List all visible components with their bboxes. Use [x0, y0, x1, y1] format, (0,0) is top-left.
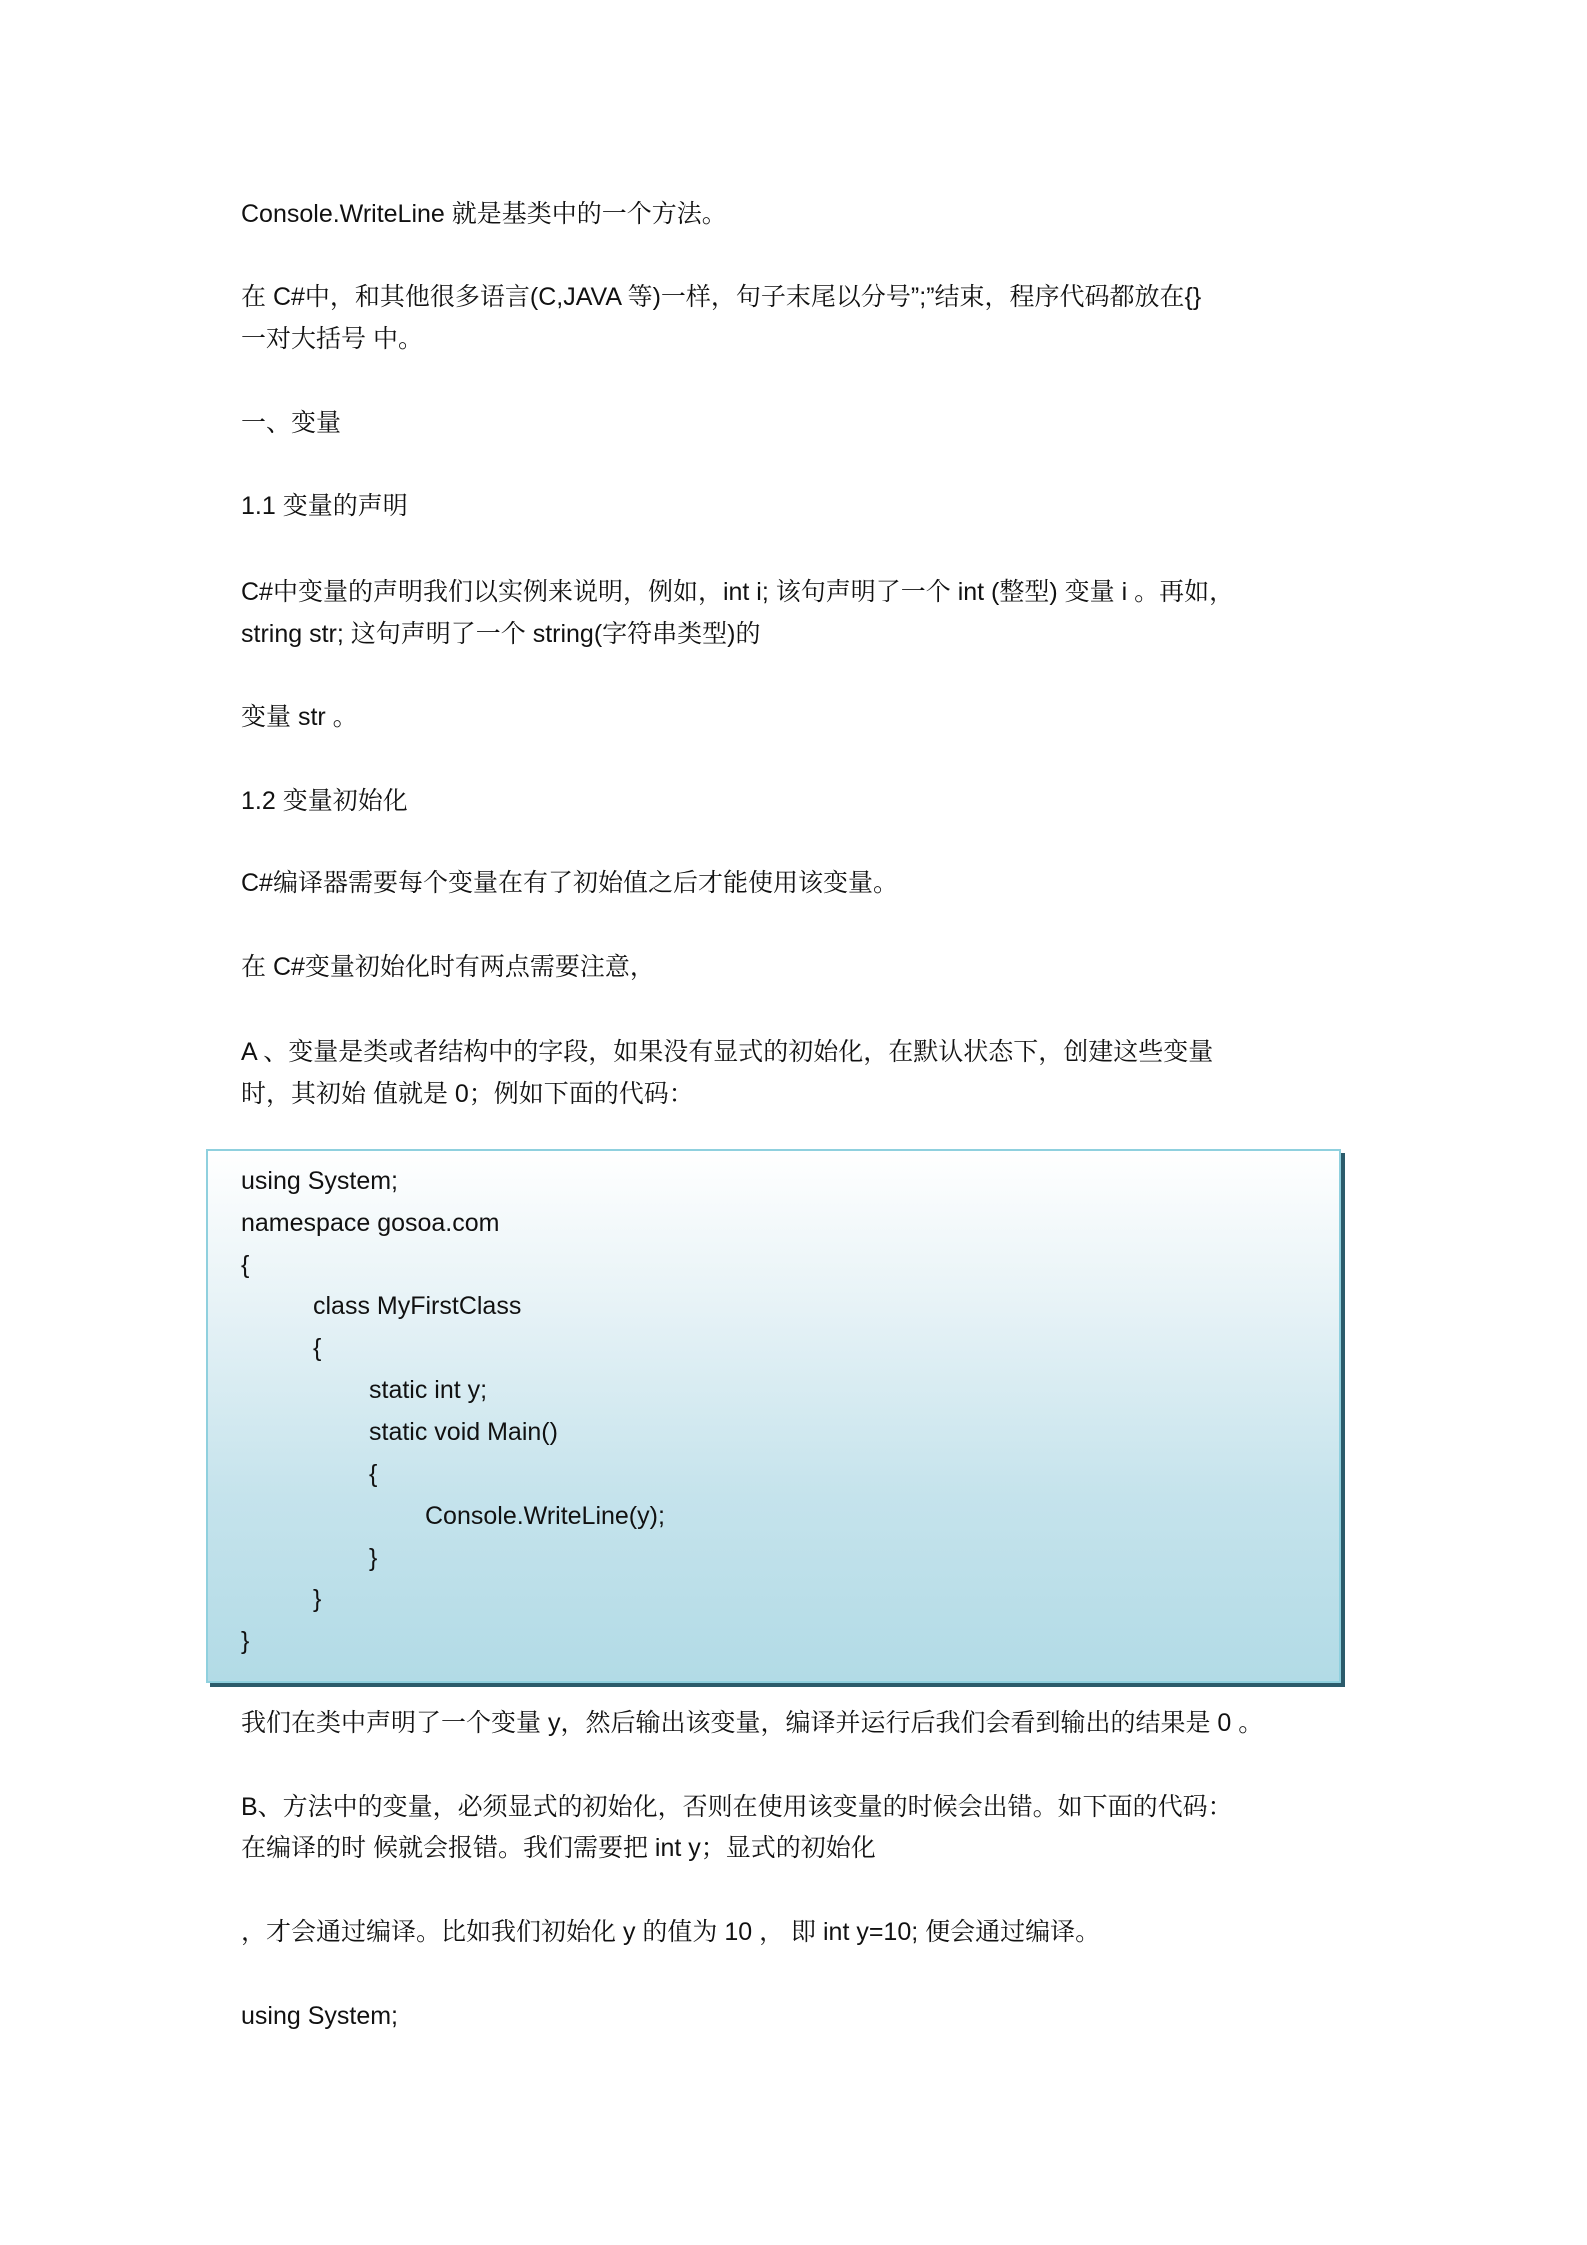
code-line: {: [313, 1334, 322, 1362]
code-block: [206, 1149, 1341, 1683]
code-line: {: [369, 1460, 378, 1488]
paragraph: 一对大括号 中。: [241, 325, 423, 353]
code-line: {: [241, 1251, 250, 1279]
paragraph: B、方法中的变量，必须显式的初始化，否则在使用该变量的时候会出错。如下面的代码：: [241, 1793, 1233, 1821]
paragraph: 变量 str 。: [241, 703, 358, 731]
paragraph: 在 C#变量初始化时有两点需要注意，: [241, 953, 655, 981]
subsection-heading: 1.1 变量的声明: [241, 492, 408, 520]
code-line: }: [241, 1627, 250, 1655]
code-line: Console.WriteLine(y);: [425, 1502, 665, 1530]
paragraph: 在 C#中，和其他很多语言(C,JAVA 等)一样，句子末尾以分号”;”结束，程序代码都放在{}: [241, 283, 1202, 311]
code-line: }: [369, 1544, 378, 1572]
code-line: using System;: [241, 1167, 399, 1195]
paragraph: C#中变量的声明我们以实例来说明，例如，int i; 该句声明了一个 int (整型) 变量 i 。再如，: [241, 578, 1235, 606]
paragraph: A 、变量是类或者结构中的字段，如果没有显式的初始化，在默认状态下，创建这些变量: [241, 1038, 1214, 1066]
section-heading: 一、变量: [241, 409, 342, 437]
code-line: class MyFirstClass: [313, 1292, 522, 1320]
paragraph: string str; 这句声明了一个 string(字符串类型)的: [241, 620, 761, 648]
paragraph: ，才会通过编译。比如我们初始化 y 的值为 10 ， 即 int y=10; 便会通过编译。: [241, 1918, 1101, 1946]
code-line: static void Main(): [369, 1418, 558, 1446]
code-text: using System;: [241, 2002, 399, 2030]
paragraph: Console.WriteLine 就是基类中的一个方法。: [241, 200, 727, 228]
code-line: static int y;: [369, 1376, 488, 1404]
paragraph: 我们在类中声明了一个变量 y，然后输出该变量，编译并运行后我们会看到输出的结果是 0 。: [241, 1709, 1264, 1737]
paragraph: 时，其初始 值就是 0；例如下面的代码：: [241, 1080, 694, 1108]
subsection-heading: 1.2 变量初始化: [241, 787, 408, 815]
code-line: }: [313, 1585, 322, 1613]
paragraph: C#编译器需要每个变量在有了初始值之后才能使用该变量。: [241, 869, 898, 897]
code-line: namespace gosoa.com: [241, 1209, 500, 1237]
paragraph: 在编译的时 候就会报错。我们需要把 int y；显式的初始化: [241, 1834, 876, 1862]
